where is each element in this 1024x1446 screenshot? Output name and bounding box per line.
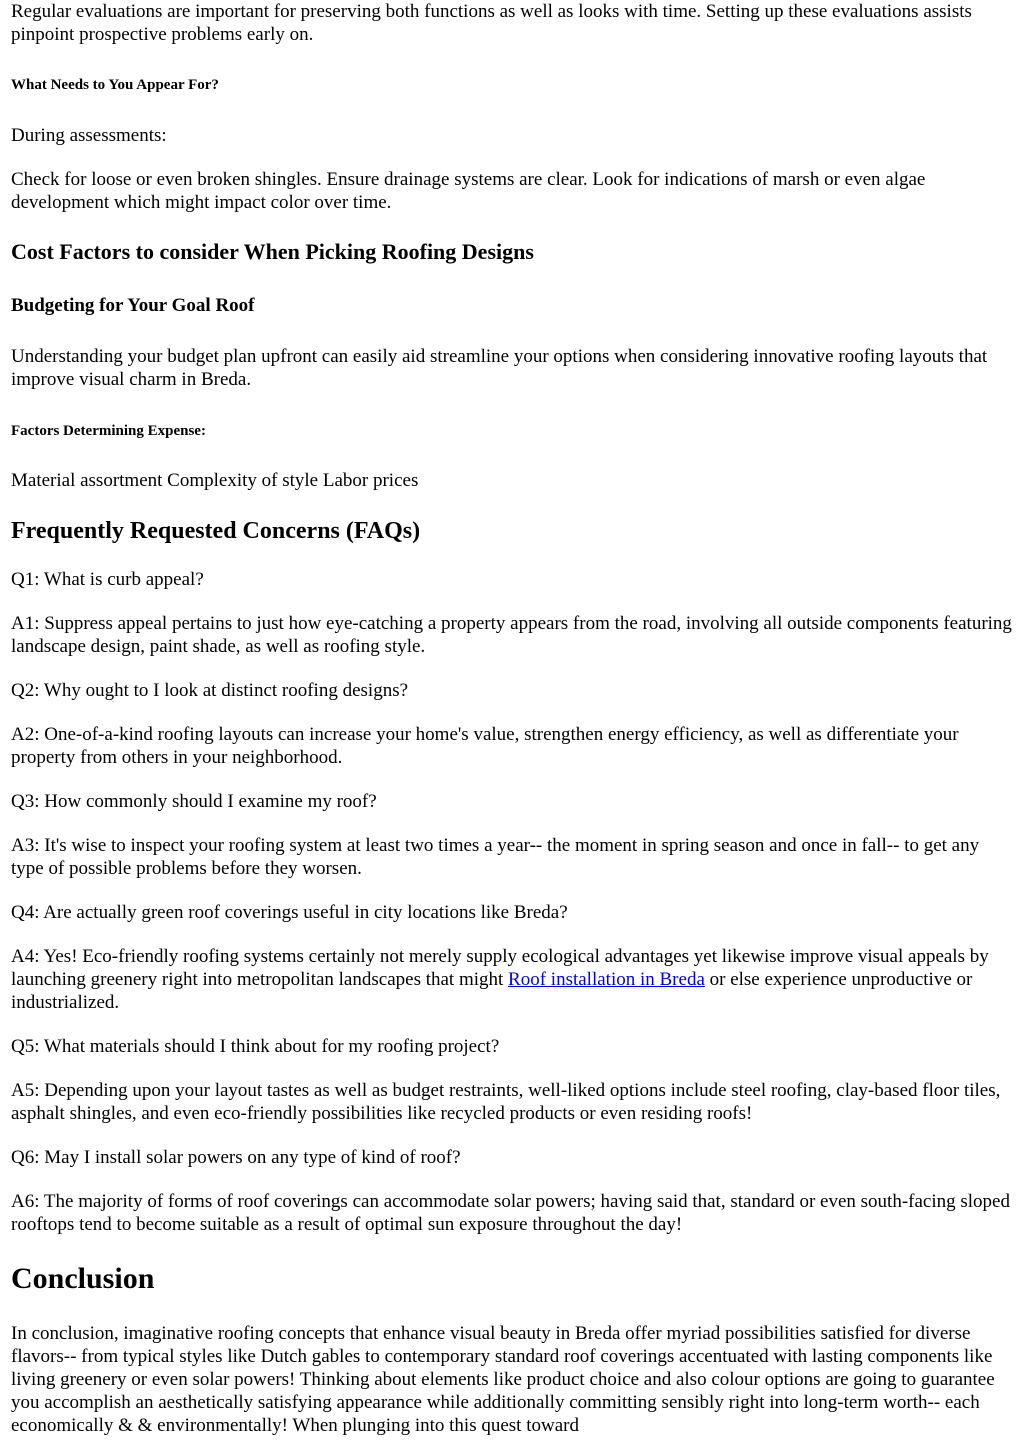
- faq-a5: A5: Depending upon your layout tastes as well as budget restraints, well-liked options include steel roofing, clay-based floor tiles, asphalt shingles, and even eco-friendly possibilities like recycled products or even residing roofs!: [11, 1080, 1001, 1124]
- faq-a6: A6: The majority of forms of roof coverings can accommodate solar powers; having said that, standard or even south-facing sloped rooftops tend to become suitable as a result of optimal sun exposure throughout the day!: [11, 1191, 1010, 1235]
- conclusion-heading: Conclusion: [11, 1262, 155, 1295]
- faq-a4: [11, 945, 1013, 1014]
- budget-paragraph: Understanding your budget plan upfront can easily aid streamline your options when considering innovative roofing layouts that improve visual charm in Breda.: [11, 346, 988, 390]
- faq-a1: A1: Suppress appeal pertains to just how eye-catching a property appears from the road, involving all outside components featuring landscape design, paint shade, as well as roofing style.: [11, 613, 1012, 657]
- faq-heading: Frequently Requested Concerns (FAQs): [11, 518, 421, 544]
- faq-q3: Q3: How commonly should I examine my roof?: [11, 791, 377, 812]
- roof-installation-link[interactable]: Roof installation in Breda: [508, 969, 705, 990]
- faq-a3: A3: It's wise to inspect your roofing system at least two times a year-- the moment in spring season and once in fall-- to get any type of possible problems before they worsen.: [11, 835, 980, 879]
- intro-paragraph: Regular evaluations are important for preserving both functions as well as looks with time. Setting up these evaluations assists pinpoint prospective problems early on.: [11, 1, 972, 45]
- faq-q6: Q6: May I install solar powers on any type of kind of roof?: [11, 1147, 461, 1168]
- faq-q2: Q2: Why ought to I look at distinct roofing designs?: [11, 680, 409, 701]
- factors-list: Material assortment Complexity of style Labor prices: [11, 470, 419, 491]
- inspection-items: Check for loose or even broken shingles. Ensure drainage systems are clear. Look for indications of marsh or even algae development which might impact color over time.: [11, 169, 926, 213]
- conclusion-paragraph: In conclusion, imaginative roofing concepts that enhance visual beauty in Breda offer myriad possibilities satisfied for diverse flavors-- from typical styles like Dutch gables to contemporary standard roof coverings accentuated with lasting components like living greenery or even solar powers! Thinking about elements like product choice and also colour options are going to guarantee you accomplish an aesthetically satisfying appearance while additionally committing sensibly right into long-term worth-- each economically & & environmentally! When plunging into this quest toward: [11, 1323, 995, 1436]
- cost-heading: Cost Factors to consider When Picking Roofing Designs: [11, 239, 534, 264]
- faq-a2: A2: One-of-a-kind roofing layouts can increase your home's value, strengthen energy efficiency, as well as differentiate your property from others in your neighborhood.: [11, 724, 959, 768]
- inspection-heading: What Needs to You Appear For?: [11, 77, 219, 93]
- faq-q4: Q4: Are actually green roof coverings useful in city locations like Breda?: [11, 902, 568, 923]
- faq-a4-text-before: A4: Yes! Eco-friendly roofing systems certainly not merely supply ecological advantages yet likewise improve visual appeals by launching greenery right into metropolitan landscapes that might: [11, 946, 989, 990]
- factors-heading: Factors Determining Expense:: [11, 423, 206, 439]
- inspection-lead: During assessments:: [11, 125, 167, 146]
- budget-subheading: Budgeting for Your Goal Roof: [11, 295, 255, 316]
- faq-q1: Q1: What is curb appeal?: [11, 569, 204, 590]
- faq-q5: Q5: What materials should I think about for my roofing project?: [11, 1036, 500, 1057]
- faq-a4-text-after: or else experience unproductive or industrialized.: [11, 969, 973, 1013]
